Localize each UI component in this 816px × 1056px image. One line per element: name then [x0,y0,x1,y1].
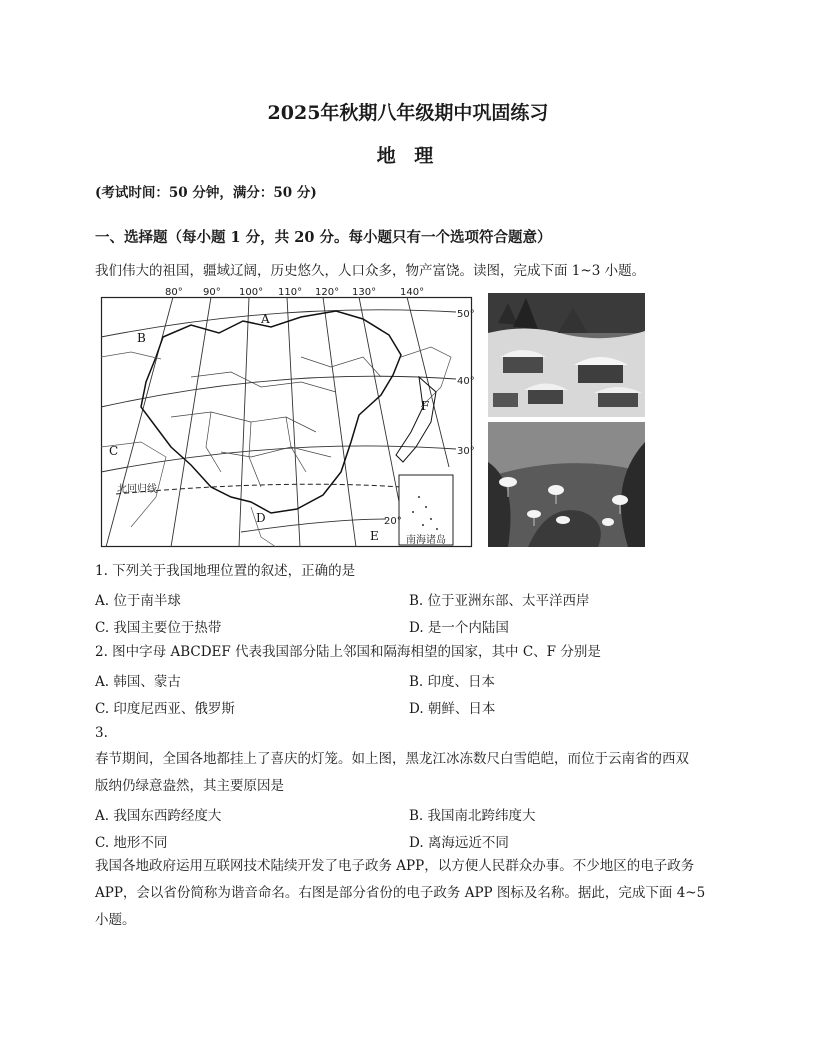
section-intro: 我们伟大的祖国，疆域辽阔，历史悠久，人口众多，物产富饶。读图，完成下面 1~3 小题。 [95,263,646,279]
question-2-option-a[interactable]: A. 韩国、蒙古 [95,674,181,690]
longitude-label-row [101,287,472,299]
country-letter-d: D [256,511,266,525]
passage-line-3: 小题。 [95,912,136,928]
question-1-option-d[interactable]: D. 是一个内陆国 [409,620,509,636]
passage-line-1: 我国各地政府运用互联网技术陆续开发了电子政务 APP，以方便人民群众办事。不少地区的电子政务 [95,858,695,874]
lat-label-40: 40° [457,376,475,387]
inset-label: 南海诸岛 [406,535,446,546]
subject-title: 地 理 [376,145,440,167]
question-2-option-c[interactable]: C. 印度尼西亚、俄罗斯 [95,701,235,717]
question-1-option-a[interactable]: A. 位于南半球 [95,593,181,609]
question-2-option-b[interactable]: B. 印度、日本 [409,674,496,690]
china-map [101,297,475,547]
lat-label-30: 30° [457,446,475,457]
lon-label-90: 90° [203,287,221,298]
country-letter-c: C [109,444,119,458]
tropical-lanterns-photo [488,422,645,547]
lon-label-140: 140° [400,287,425,298]
country-letter-b: B [137,331,146,345]
question-3-number: 3. [95,725,108,741]
country-letter-f: F [421,399,430,413]
lon-label-100: 100° [239,287,264,298]
question-3-option-a[interactable]: A. 我国东西跨经度大 [95,808,222,824]
snow-village-photo [488,293,645,417]
lat-label-50: 50° [457,309,475,320]
lat-label-20: 20° [384,516,402,527]
question-3-stem-line-2: 版纳仍绿意盎然，其主要原因是 [95,778,284,794]
question-3-option-d[interactable]: D. 离海远近不同 [409,835,509,851]
exam-info: (考试时间：50 分钟，满分：50 分) [95,185,317,201]
question-1-option-c[interactable]: C. 我国主要位于热带 [95,620,222,636]
country-letter-a: A [261,312,270,326]
question-1-option-b[interactable]: B. 位于亚洲东部、太平洋西岸 [409,593,590,609]
country-letter-e: E [370,529,379,543]
lon-label-80: 80° [165,287,183,298]
question-2-stem: 2. 图中字母 ABCDEF 代表我国部分陆上邻国和隔海相望的国家，其中 C、F 分别是 [95,644,601,660]
question-3-option-c[interactable]: C. 地形不同 [95,835,168,851]
exam-title: 2025年秋期八年级期中巩固练习 [267,102,549,124]
section-heading: 一、选择题（每小题 1 分，共 20 分。每小题只有一个选项符合题意） [95,229,552,246]
lon-label-130: 130° [352,287,377,298]
lon-label-110: 110° [278,287,303,298]
tropic-label: 北回归线 [117,484,157,495]
passage-line-2: APP，会以省份简称为谐音命名。右图是部分省份的电子政务 APP 图标及名称。据此，完成下面 4~5 [95,885,706,901]
lon-label-120: 120° [315,287,340,298]
question-2-option-d[interactable]: D. 朝鲜、日本 [409,701,496,717]
question-1-stem: 1. 下列关于我国地理位置的叙述，正确的是 [95,563,356,579]
question-3-option-b[interactable]: B. 我国南北跨纬度大 [409,808,536,824]
question-3-stem-line-1: 春节期间，全国各地都挂上了喜庆的灯笼。如上图，黑龙江冰冻数尺白雪皑皑，而位于云南省的西双 [95,751,689,767]
